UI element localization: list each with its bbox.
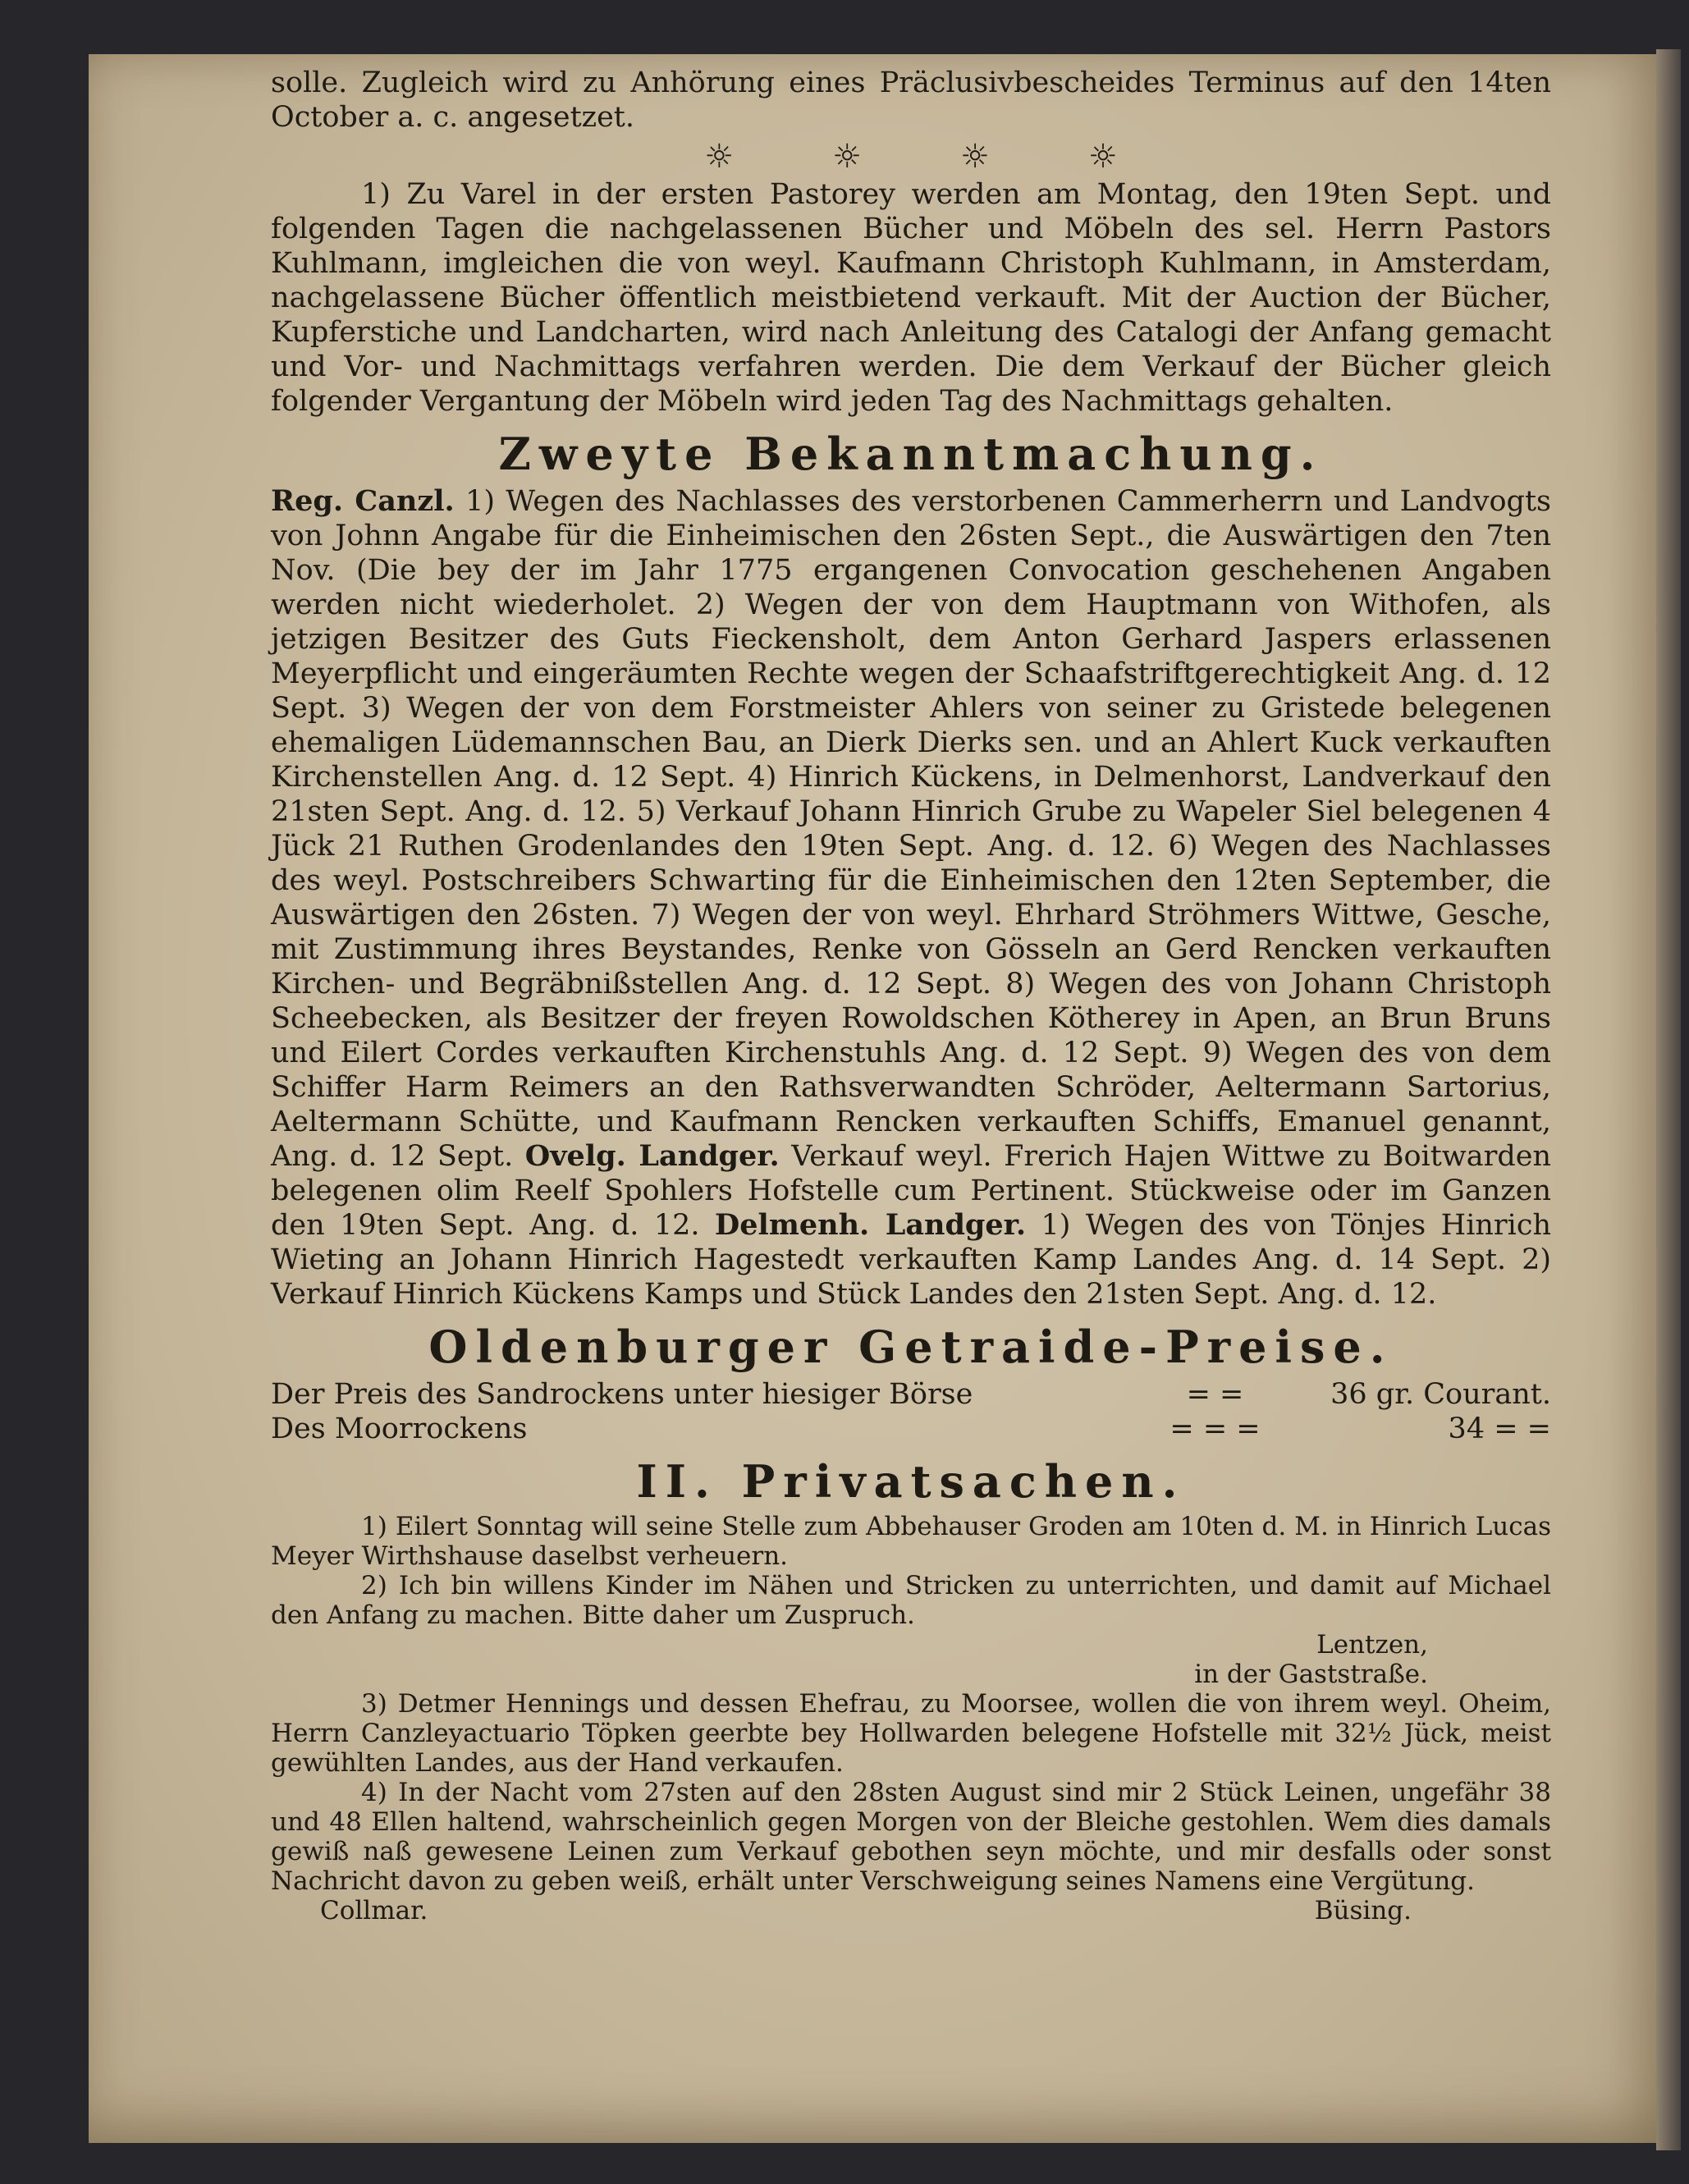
price-value: 34 = = <box>1448 1413 1551 1445</box>
second-notice <box>271 484 1551 1312</box>
private-notices <box>271 1512 1551 1925</box>
signature-name: Lentzen, <box>1316 1630 1428 1660</box>
notice-text-delmenh: 1) Wegen des von Tönjes Hinrich Wieting an Johann Hinrich Hagestedt verkauften Kamp Landes Ang. d. 14 Sept. 2) Verkauf Hinrich Kückens Kamps und Stück Landes den 21sten Sept. Ang. d. 12. <box>271 1209 1551 1311</box>
price-label: Des Moorrockens <box>271 1413 528 1445</box>
price-row <box>271 1412 1551 1446</box>
heading-second-announcement: Zweyte Bekanntmachung. <box>498 428 1324 480</box>
sun-ornament-icon: ☼ <box>960 138 990 176</box>
sun-ornament-icon: ☼ <box>1087 138 1118 176</box>
private-item-2-signature <box>271 1630 1551 1689</box>
notice-text-ovelg: Verkauf weyl. Frerich Hajen Wittwe zu Boitwarden belegenen olim Reelf Spohlers Hofstelle cum Pertinent. Stückweise oder im Ganzen den 19ten Sept. Ang. d. 12. <box>271 1140 1551 1242</box>
heading-private-matters: II. Privatsachen. <box>636 1455 1186 1508</box>
price-dots: = = = <box>1169 1413 1261 1445</box>
page-edge <box>1656 49 1681 2150</box>
notice-label-reg-canzl: Reg. Canzl. <box>271 484 455 518</box>
notice-label-delmenh: Delmenh. Landger. <box>714 1208 1027 1242</box>
signature-place: Collmar. <box>320 1896 428 1925</box>
signature-name: Büsing. <box>1314 1896 1412 1925</box>
grain-price-table <box>271 1377 1551 1446</box>
continuation-text: solle. Zugleich wird zu Anhörung eines Präclusivbescheides Terminus auf den 14ten October a. c. angesetzet. <box>271 66 1551 134</box>
page-content <box>271 66 1551 1925</box>
private-item-3: 3) Detmer Hennings und dessen Ehefrau, zu Moorsee, wollen die von ihrem weyl. Oheim, Herrn Canzleyactuario Töpken geerbte bey Hollwarden belegene Hofstelle mit 32½ Jück, meist gewühlten Landes, aus der Hand verkaufen. <box>271 1689 1551 1778</box>
private-item-4: 4) In der Nacht vom 27sten auf den 28sten August sind mir 2 Stück Leinen, ungefähr 38 und 48 Ellen haltend, wahrscheinlich gegen Morgen von der Bleiche gestohlen. Wem dies damals gewiß naß gewesene Leinen zum Verkauf gebothen seyn möchte, und mir desfalls oder sonst Nachricht davon zu geben weiß, erhält unter Verschweigung seines Namens eine Vergütung. <box>271 1778 1551 1896</box>
sun-ornament-icon: ☼ <box>832 138 862 176</box>
private-item-2: 2) Ich bin willens Kinder im Nähen und Stricken zu unterrichten, und damit auf Michael den Anfang zu machen. Bitte daher um Zuspruch. <box>271 1571 1551 1630</box>
signature-place: in der Gaststraße. <box>1194 1660 1428 1689</box>
sun-ornament-icon: ☼ <box>704 138 735 176</box>
auction-notice: 1) Zu Varel in der ersten Pastorey werden am Montag, den 19ten Sept. und folgenden Tagen die nachgelassenen Bücher und Möbeln des sel. Herrn Pastors Kuhlmann, imgleichen die von weyl. Kaufmann Christoph Kuhlmann, in Amsterdam, nachgelassene Bücher öffentlich meistbietend verkauft. Mit der Auction der Bücher, Kupferstiche und Landcharten, wird nach Anleitung des Catalogi der Anfang gemacht und Vor- und Nachmittags verfahren werden. Die dem Verkauf der Bücher gleich folgender Vergantung der Möbeln wird jeden Tag des Nachmittags gehalten. <box>271 178 1551 418</box>
price-row <box>271 1377 1551 1412</box>
notice-text-reg-canzl: 1) Wegen des Nachlasses des verstorbenen Cammerherrn und Landvogts von Johnn Angabe für die Einheimischen den 26sten Sept., die Auswärtigen den 7ten Nov. (Die bey der im Jahr 1775 ergangenen Convocation geschehenen Angaben werden nicht wiederholet. 2) Wegen der von dem Hauptmann von Withofen, als jetzigen Besitzer des Guts Fieckensholt, dem Anton Gerhard Jaspers erlassenen Meyerpflicht und eingeräumten Rechte wegen der Schaafstriftgerechtigkeit Ang. d. 12 Sept. 3) Wegen der von dem Forstmeister Ahlers von seiner zu Gristede belegenen ehemaligen Lüdemannschen Bau, an Dierk Dierks sen. und an Ahlert Kuck verkauften Kirchenstellen Ang. d. 12 Sept. 4) Hinrich Kückens, in Delmenhorst, Landverkauf den 21sten Sept. Ang. d. 12. 5) Verkauf Johann Hinrich Grube zu Wapeler Siel belegenen 4 Jück 21 Ruthen Grodenlandes den 19ten Sept. Ang. d. 12. 6) Wegen des Nachlasses des weyl. Postschreibers Schwarting für die Einheimischen den 12ten September, die Auswärtigen den 26sten. 7) Wegen der von weyl. Ehrhard Ströhmers Wittwe, Gesche, mit Zustimmung ihres Beystandes, Renke von Gösseln an Gerd Rencken verkauften Kirchen- und Begräbnißstellen Ang. d. 12 Sept. 8) Wegen des von Johann Christoph Scheebecken, als Besitzer der freyen Rowoldschen Kötherey in Apen, an Brun Bruns und Eilert Cordes verkauften Kirchenstuhls Ang. d. 12 Sept. 9) Wegen des von dem Schiffer Harm Reimers an den Rathsverwandten Schröder, Aeltermann Sartorius, Aeltermann Schütte, und Kaufmann Rencken verkauften Schiffs, Emanuel genannt, Ang. d. 12 Sept. <box>271 485 1551 1173</box>
private-item-4-signature <box>271 1896 1551 1925</box>
private-item-1: 1) Eilert Sonntag will seine Stelle zum Abbehauser Groden am 10ten d. M. in Hinrich Lucas Meyer Wirthshause daselbst verheuern. <box>271 1512 1551 1571</box>
price-label: Der Preis des Sandrockens unter hiesiger Börse <box>271 1378 973 1411</box>
price-value: 36 gr. Courant. <box>1330 1378 1551 1411</box>
heading-grain-prices: Oldenburger Getraide-Preise. <box>428 1321 1394 1373</box>
notice-label-ovelg: Ovelg. Landger. <box>524 1139 780 1173</box>
price-dots: = = <box>1186 1378 1244 1411</box>
separator-ornaments <box>271 140 1551 174</box>
